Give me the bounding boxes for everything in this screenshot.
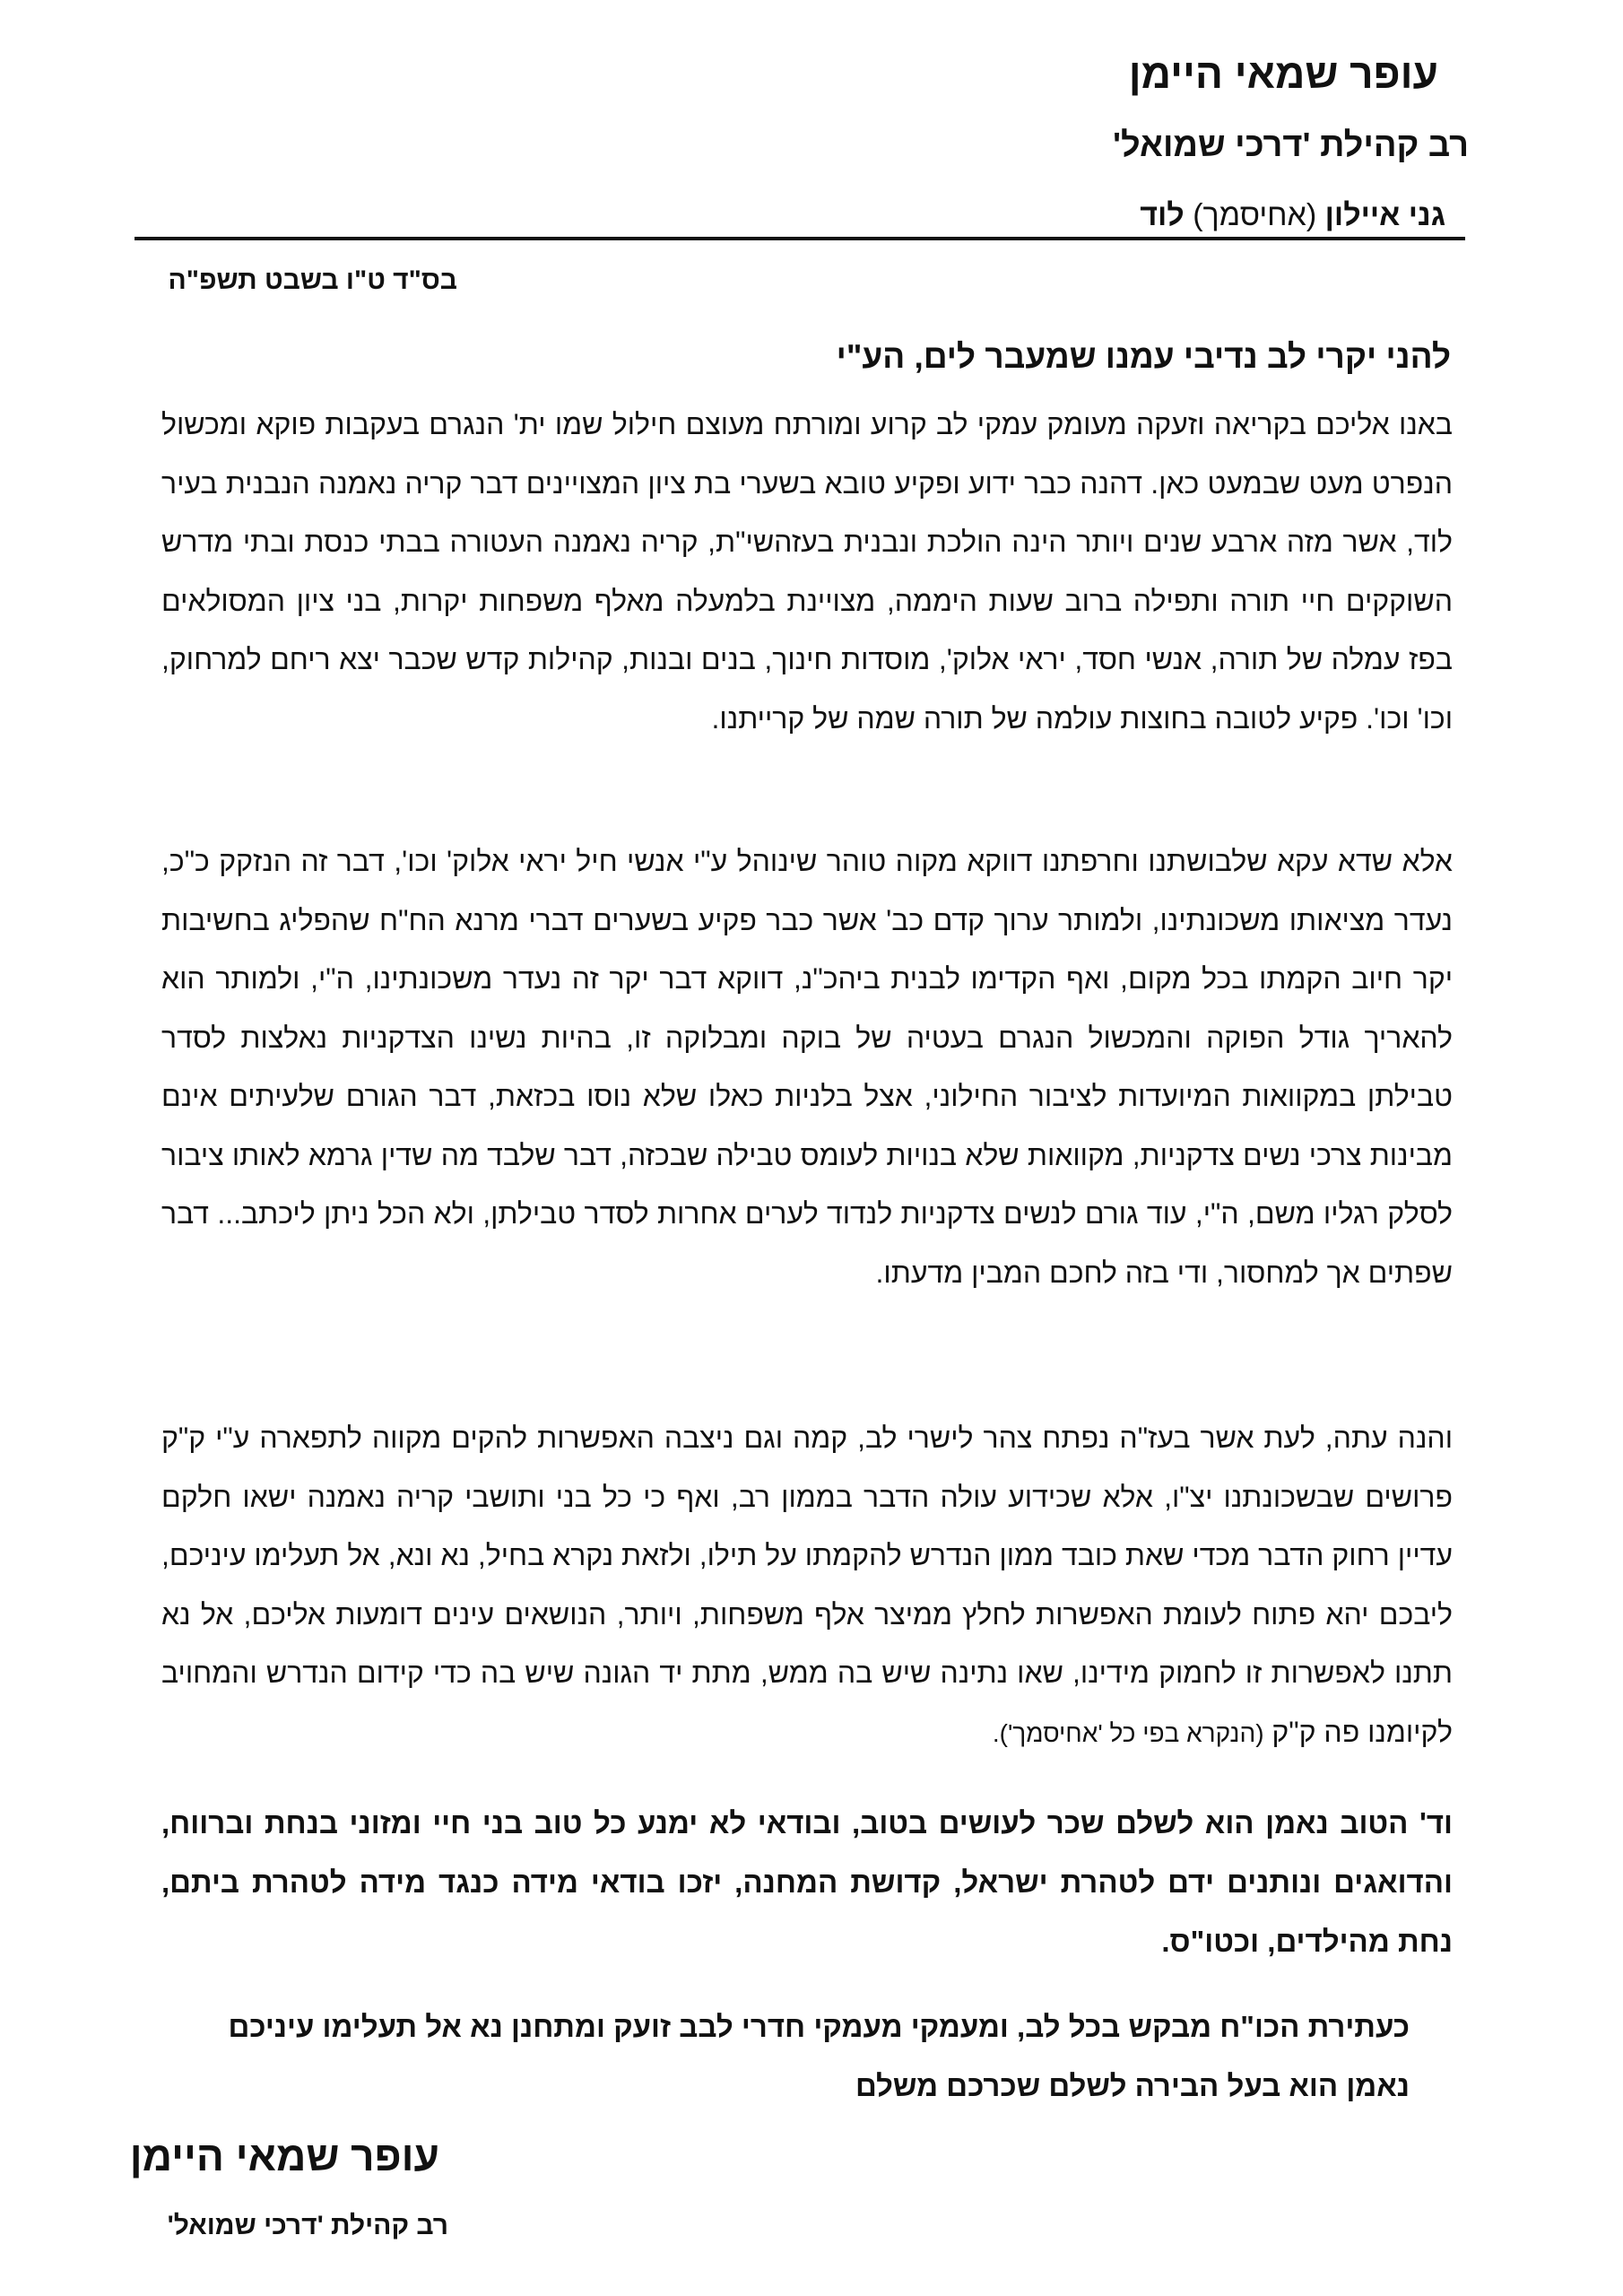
- header-address: [1140, 194, 1445, 237]
- paragraph-3-main: והנה עתה, לעת אשר בעז"ה נפתח צהר לישרי לב, קמה וגם ניצבה האפשרות להקים מקווה לתפארה ע"י ק"ק פרושים שבשכונתנו יצ"ו, אלא שכידוע עולה הדבר בממון רב, ואף כי כל בני ותושבי קריה נאמנה ישאו חלקם עדיין רחוק הדבר מכדי שאת כובד ממון הנדרש להקמתו על תילו, ולזאת נקרא בחיל, נא ונא, אל תעלימו עיניכם, ליבכם יהא פתוח לעומת האפשרות לחלץ ממיצר אלף משפחות, ויותר, הנושאים עינים דומעות אליכם, אל נא תתנו לאפשרות זו לחמוק מידינו, שאו נתינה שיש בה ממש, מתת יד הגונה שיש בה כדי קידום הנדרש והמחויב לקיומנו פה ק"ק: [161, 1422, 1453, 1748]
- address-neighborhood: גני איילון: [1324, 198, 1445, 232]
- letter-paragraph-2: אלא שדא עקא שלבושתנו וחרפתנו דווקא מקוה טוהר שינוהל ע"י אנשי חיל יראי אלוק' וכו', דבר זה הנזקק כ"כ, נעדר מציאותו משכונתינו, ולמותר ערוך קדם כב' אשר כבר פקיע בשערים דברי מרנא הח"ח שהפליג בחשיבות יקר חיוב הקמתו בכל מקום, ואף הקדימו לבנית ביהכ"נ, דווקא דבר יקר זה נעדר משכונתינו, ה"י, ולמותר הוא להאריך גודל הפוקה והמכשול הנגרם בעטיה של בוקה ומבלוקה זו, בהיות נשינו הצדקניות נאלצות לסדר טבילתן במקוואות המיועדות לציבור החילוני, אצל בלניות כאלו שלא נוסו בכזאת, דבר הגורם שלעיתים אינם מבינות צרכי נשים צדקניות, מקוואות שלא בנויות לעומס טבילה שבכזה, דבר שלבד מה שדין גרמא לאותו ציבור לסלק רגליו משם, ה"י, עוד גורם לנשים צדקניות לנדוד לערים אחרות לסדר טבילתן, ולא הכל ניתן ליכתב... דבר שפתים אך למחסור, ודי בזה לחכם המבין מדעתו.: [161, 845, 1453, 1289]
- address-city: לוד: [1140, 198, 1185, 232]
- closing-line-1: כעתירת הכו"ח מבקש בכל לב, ומעמקי מעמקי חדרי לבב זועק ומתחנן נא אל תעלימו עיניכם: [228, 2010, 1410, 2043]
- closing-line-2: נאמן הוא בעל הבירה לשלם שכרכם משלם: [855, 2069, 1410, 2102]
- signature-title: רב קהילת 'דרכי שמואל': [167, 2211, 448, 2240]
- paragraph-3-note: (הנקרא בפי כל 'אחיסמך').: [992, 1718, 1264, 1747]
- blessing-paragraph: וד' הטוב נאמן הוא לשלם שכר לעושים בטוב, ובודאי לא ימנע כל טוב בני חיי ומזוני בנחת וברווח, והדואגים ונותנים ידם לטהרת ישראל, קדושת המחנה, יזכו בודאי מידה כנגד מידה לטהרת ביתם, נחת מהילדים, וכטו"ס.: [161, 1806, 1453, 1958]
- closing-block: [136, 1997, 1410, 2116]
- header-name: עופר שמאי היימן: [1128, 50, 1438, 97]
- letter-paragraph-1: באנו אליכם בקריאה וזעקה מעומק עמקי לב קרוע ומורתח מעוצם חילול שמו ית' הנגרם בעקבות פוקא ומכשול הנפרט מעט שבמעט כאן. דהנה כבר ידוע ופקיע טובא בשערי בת ציון המצויינים דבר קריה נאמנה הנבנית בעיר לוד, אשר מזה ארבע שנים ויותר הינה הולכת ונבנית בעזהשי"ת, קריה נאמנה העטורה בבתי כנסת ובתי מדרש השוקקים חיי תורה ותפילה ברוב שעות היממה, מצויינת בלמעלה מאלף משפחות יקרות, בני ציון המסולאים בפז עמלה של תורה, אנשי חסד, יראי אלוק', מוסדות חינוך, בנים ובנות, קהילות קדש שכבר יצא ריחם למרחוק, וכו' וכו'. פקיע לטובה בחוצות עולמה של תורה שמה של קרייתנו.: [161, 408, 1453, 735]
- letter-date: בס"ד ט"ו בשבט תשפ"ה: [168, 265, 457, 295]
- signature-name: עופר שמאי היימן: [129, 2133, 439, 2179]
- header-divider: [135, 237, 1465, 240]
- address-sub: (אחיסמך): [1193, 198, 1317, 232]
- letter-greeting: להני יקרי לב נדיבי עמנו שמעבר לים, הע"י: [836, 338, 1451, 375]
- header-title: רב קהילת 'דרכי שמואל': [1113, 126, 1469, 164]
- letter-paragraph-3: [161, 1409, 1453, 1762]
